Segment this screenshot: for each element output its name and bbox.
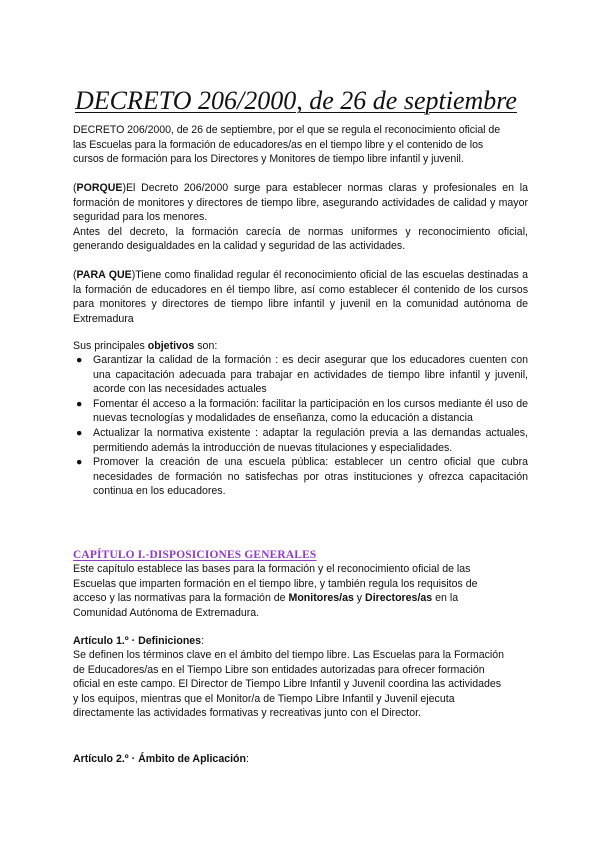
articulo1-line: oficial en este campo. El Director de Tiempo Libre Infantil y Juvenil coordina las actividades	[73, 678, 502, 691]
capitulo-line: Este capítulo establece las bases para la formación y el reconocimiento oficial de las	[73, 563, 471, 575]
intro-line: las Escuelas para la formación de educadores/as en el tiempo libre y el contenido de los	[73, 138, 484, 151]
articulo1-paragraph	[73, 648, 528, 721]
list-item	[73, 426, 528, 455]
objetivos-list	[73, 353, 528, 499]
articulo1-line: de Educadores/as en el Tiempo Libre son entidades autorizadas para ofrecer formación	[73, 663, 485, 676]
list-item-text: Actualizar la normativa existente : adaptar la regulación previa a las demandas actuales, permitiendo además la introducción de nuevas titulaciones y especialidades.	[93, 426, 528, 454]
list-item-text: Promover la creación de una escuela pública: establecer un centro oficial que cubra necesidades de formación no satisfechas por otras instituciones y ofrezca capacitación continua en los educadores.	[93, 456, 528, 498]
articulo1-line: directamente las actividades formativas y recreativas junto con el Director.	[73, 707, 421, 720]
directores-bold: Directores/as	[365, 592, 433, 605]
document-title: DECRETO 206/2000, de 26 de septiembre	[75, 86, 517, 115]
porque-paragraph-2: Antes del decreto, la formación carecía de normas uniformes y reconocimiento oficial, generando desigualdades en la calidad y seguridad de las actividades.	[73, 225, 528, 253]
bullet-icon: ●	[76, 456, 83, 469]
list-item	[73, 455, 528, 499]
chapter-heading-link[interactable]: CAPÍTULO I.-DISPOSICIONES GENERALES	[73, 549, 317, 561]
capitulo-line: Escuelas que imparten formación en el tiempo libre, y también regula los requisitos de	[73, 577, 478, 590]
capitulo-paragraph	[73, 562, 528, 620]
bullet-icon: ●	[76, 426, 83, 439]
articulo2-heading: Artículo 2.º · Ámbito de Aplicación:	[73, 753, 249, 765]
porque-label: PORQUE	[76, 182, 123, 194]
list-item	[73, 397, 528, 426]
bullet-icon: ●	[76, 354, 83, 366]
intro-line: cursos de formación para los Directores y Monitores de tiempo libre infantil y juvenil.	[73, 153, 464, 166]
bullet-icon: ●	[76, 397, 83, 410]
porque-text: El Decreto 206/2000 surge para establecer normas claras y profesionales en la formación de monitores y directores de tiempo libre, asegurando actividades de calidad y mayor seguridad para los menores.	[73, 182, 528, 224]
objetivos-intro	[73, 339, 528, 354]
capitulo-line: Comunidad Autónoma de Extremadura.	[73, 606, 260, 619]
articulo2-title: Artículo 2.º · Ámbito de Aplicación	[73, 753, 246, 765]
para-que-text: Tiene como finalidad regular él reconocimiento oficial de las escuelas destinadas a la formación de educadores en él tiempo libre, así como establecer él contenido de los cursos para monitores y directores de tiempo libre infantil y juvenil en la comunidad autónoma de Extremadura	[73, 269, 528, 325]
articulo1-title: Artículo 1.º · Definiciones	[73, 635, 202, 647]
list-item	[73, 353, 528, 397]
para-que-section	[73, 268, 528, 326]
articulo1-line: y los equipos, mientras que el Monitor/a de Tiempo Libre Infantil y Juvenil ejecuta	[73, 692, 455, 705]
objetivos-suffix: son:	[194, 340, 218, 352]
objetivos-intro-text: Sus principales	[73, 340, 148, 352]
list-item-text: Garantizar la calidad de la formación : es decir asegurar que los educadores cuenten con una capacitación adecuada para trabajar en actividades de tiempo libre infantil y juvenil, acorde con las necesidades actuales	[93, 354, 528, 396]
monitores-bold: Monitores/as	[288, 592, 354, 605]
intro-paragraph	[73, 123, 528, 167]
objetivos-bold: objetivos	[147, 340, 195, 352]
porque-section	[73, 181, 528, 254]
porque-paragraph: (PORQUE)El Decreto 206/2000 surge para establecer normas claras y profesionales en la formación de monitores y directores de tiempo libre, asegurando actividades de calidad y mayor seguridad para los menores.	[73, 182, 528, 224]
articulo1-line: Se definen los términos clave en el ámbito del tiempo libre. Las Escuelas para la Formación	[73, 649, 505, 661]
intro-line: DECRETO 206/2000, de 26 de septiembre, por el que se regula el reconocimiento oficial de	[73, 124, 501, 136]
articulo1-heading: Artículo 1.º · Definiciones:	[73, 635, 205, 647]
capitulo-line: acceso y las normativas para la formación de Monitores/as y Directores/as en la	[73, 592, 459, 605]
para-que-paragraph: (PARA QUE)Tiene como finalidad regular él reconocimiento oficial de las escuelas destinadas a la formación de educadores en él tiempo libre, así como establecer él contenido de los cursos para monitores y directores de tiempo libre infantil y juvenil en la comunidad autónoma de Extremadura	[73, 269, 528, 325]
para-que-label: PARA QUE	[76, 269, 132, 281]
list-item-text: Fomentar él acceso a la formación: facilitar la participación en los cursos mediante él uso de nuevas tecnologías y modalidades de enseñanza, como la educación a distancia	[93, 397, 528, 425]
